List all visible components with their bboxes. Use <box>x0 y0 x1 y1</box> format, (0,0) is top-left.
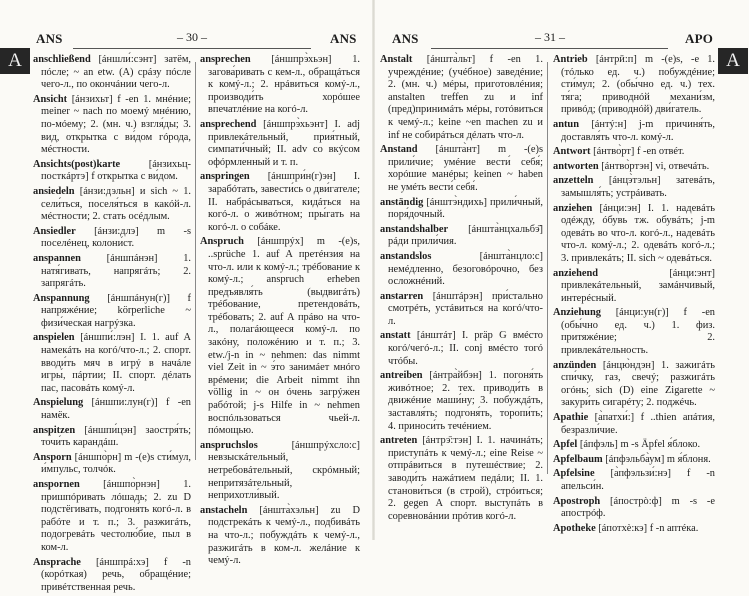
definition: затём, пóсле; ~ an etw. (A) срáзу пóсле чего-л., по окончáнии чего-л. <box>41 54 191 91</box>
page-number: – 30 – <box>177 30 207 44</box>
headword: ansiedeln <box>33 185 75 197</box>
transcription: [áншпи́:лэн] <box>80 332 135 344</box>
page-number: – 31 – <box>535 30 565 44</box>
dictionary-entry <box>380 224 543 249</box>
transcription: [áнтво̀рт] <box>593 146 635 158</box>
dictionary-entry <box>33 94 191 157</box>
transcription: [а̀патхи́:] <box>594 412 635 424</box>
definition: f -en намёк. <box>41 397 191 422</box>
dictionary-entry <box>33 425 191 450</box>
dictionary-entry <box>380 144 543 194</box>
dictionary-entry <box>380 370 543 433</box>
header-rule <box>73 48 311 49</box>
headword: Antwort <box>553 146 591 158</box>
headword: anstarren <box>380 290 424 302</box>
headword: Ansiedler <box>33 225 76 237</box>
dictionary-entry <box>200 505 360 568</box>
dictionary-entry <box>553 439 715 452</box>
transcription: [áншта̀нт] <box>435 144 480 156</box>
headword: Antrieb <box>553 54 588 65</box>
headword: Apfelsine <box>553 468 595 480</box>
headword: antun <box>553 118 579 130</box>
transcription: [áншпрэ̀хьэнт] <box>263 118 328 130</box>
headword: ansprechend <box>200 118 257 130</box>
transcription: [áншпо̀рнэн] <box>103 479 160 490</box>
dictionary-entry <box>380 197 543 222</box>
definition: f -en отвéт. <box>637 146 685 158</box>
dictionary-entry <box>33 186 191 224</box>
headword: Apotheke <box>553 522 596 534</box>
left-page-column-1 <box>33 54 191 596</box>
headword: anständig <box>380 196 424 208</box>
dictionary-entry <box>33 253 191 291</box>
definition: невзыскáтельный, нетребовáтельный, скрóмный; непритязáтельный, неприхотли́вый. <box>208 452 360 502</box>
dictionary-entry <box>200 54 360 117</box>
definition: 1. зажигáть спи́чку, газ, свечý; разжигáть огóнь; sich (D) eine Zigarette ~ закури́ть сигарéту; 2. поджéчь. <box>561 359 715 409</box>
definition: m -s -e апострóф. <box>561 495 715 520</box>
definition: I. adj привлекáтельный, прия́тный, симпати́чный; II. adv со вкýсом офóрмленный и т. п. <box>208 118 360 168</box>
definition: f напряжéние; körperliche ~ физи́ческая нагрýзка. <box>41 292 191 329</box>
headword: Apathie <box>553 412 589 424</box>
transcription: [áнцю̀ндэн] <box>602 359 655 371</box>
definition: прили́чный, поря́дочный. <box>388 196 543 221</box>
dictionary-entry <box>200 171 360 234</box>
definition: I. präp G вмéсто когó/чегó-л.; II. conj вмéсто тогó чтóбы. <box>388 330 543 367</box>
transcription: [áнтра̀йбэн] <box>429 370 482 382</box>
transcription: [áпострò:ф] <box>610 495 662 507</box>
headword: anstacheln <box>200 504 248 516</box>
dictionary-entry <box>33 226 191 251</box>
definition: I. зарабóтать, завести́сь о дви́гателе; II. набрáсываться, кидáться на когó-л. о живóтном; пры́гать на когó-л. о собáке. <box>208 171 360 233</box>
definition: I. 1. auf A намекáть на когó/что-л.; 2. спорт. вводи́ть мяч в игрý в начáле игры́, пáртии; II. спорт. дéлать пас, пасовáть комý-л. <box>41 332 191 394</box>
right-page-column-1 <box>380 54 543 525</box>
transcription: [áншпáнун(г)] <box>107 292 170 304</box>
headword: ansprechen <box>200 54 251 65</box>
transcription: [áншпрýх] <box>257 236 304 248</box>
definition: привлекáтельный, замáнчивый, интерéсный. <box>561 280 715 304</box>
definition: 1. натя́гивать, напрягáть; 2. запрягáть. <box>41 252 191 290</box>
definition: f -n аптéка. <box>649 522 699 534</box>
headword: anspitzen <box>33 424 76 436</box>
transcription: [áнзи:длэ] <box>94 225 139 237</box>
dictionary-entry <box>33 332 191 395</box>
running-head-left: ANS <box>36 31 63 46</box>
headword: Anstalt <box>380 54 413 65</box>
headword: anziehen <box>553 202 593 214</box>
definition: рáди прили́чия. <box>388 236 457 248</box>
transcription: [áнштáт] <box>416 330 456 342</box>
definition: I. 1. начинáть; приступáть к чемý-л.; eine Reise ~ отпрáвиться в путешéствие; 2. заводи́ть нажáтием педáли; II. 1. станови́ться (в строй), стрóиться; 2. gegen A спорт. выступáть в соревновáнии прóтив когó-л. <box>388 435 543 522</box>
transcription: [áнтрэ̄:тэн] <box>422 435 472 447</box>
transcription: [áншта̀нцло:с] <box>479 250 543 262</box>
headword: Ansporn <box>33 451 72 463</box>
definition: vi, отвечáть. <box>655 160 710 172</box>
transcription: [áншта̀нцхальбэ̄] <box>468 223 543 235</box>
dictionary-entry <box>33 54 191 92</box>
thumb-tab-letter: A <box>718 48 748 74</box>
dictionary-entry <box>33 397 191 422</box>
definition: m я́блоня. <box>666 453 711 465</box>
transcription: [áнзихьц-посткáртэ] <box>41 158 191 183</box>
dictionary-entry <box>33 452 191 477</box>
dictionary-entry <box>200 440 360 503</box>
dictionary-entry <box>380 251 543 289</box>
definition: j-m причиня́ть, доставля́ть что-л. комý-л. <box>561 118 715 143</box>
transcription: [áншпрýхсло:с] <box>291 439 360 451</box>
headword: antworten <box>553 160 599 172</box>
definition: f открытка с ви́дом. <box>91 171 178 183</box>
definition: при́стально смотрéть, устáвиться на когó/что-л. <box>388 290 543 327</box>
headword: antreten <box>380 435 418 447</box>
headword: anspringen <box>200 171 250 183</box>
dictionary-entry <box>553 523 715 536</box>
dictionary-entry <box>380 54 543 142</box>
definition: 1. пришпóривать лóшадь; 2. zu D подстёгивать, подгоня́ть когó-л. в рабóте и т. п.; 3. разжигáть, подогревáть честолю́бие, пыл в ком-л. <box>41 479 191 553</box>
dictionary-entry <box>553 161 715 174</box>
dictionary-entry <box>380 330 543 368</box>
headword: anziehend <box>553 267 599 279</box>
left-page <box>0 0 374 593</box>
running-head-left: ANS <box>392 31 419 46</box>
dictionary-entry <box>553 175 715 200</box>
dictionary-entry <box>553 496 715 521</box>
transcription: [áншпо̀рн] <box>74 451 122 463</box>
headword: anstandslos <box>380 250 432 262</box>
transcription: [áнцэ̀тэльн] <box>608 175 661 187</box>
dictionary-entry <box>553 268 715 306</box>
headword: anstatt <box>380 330 411 342</box>
dictionary-entry <box>33 557 191 595</box>
headword: Apfel <box>553 439 578 451</box>
header-rule <box>431 48 668 49</box>
headword: anspornen <box>33 479 80 490</box>
headword: Ansicht <box>33 93 68 105</box>
dictionary-entry <box>380 291 543 329</box>
transcription: [áнзи:дэльн] <box>79 185 135 197</box>
definition: и sich ~ 1. сели́ться, поселя́ться в какóй-л. мéстности; 2. стать осéдлым. <box>41 185 191 223</box>
transcription: [áнтво̀ртэн] <box>601 160 653 172</box>
definition: f -n апельси́н. <box>561 468 715 492</box>
definition: 1. погоня́ть живóтное; 2. тех. приводи́ть в движéние маши́ну; 3. побуждáть, заставля́ть; подгоня́ть, торопи́ть; 4. приноси́ть течéнием. <box>388 370 543 432</box>
definition: f -en (обы́чно ед. ч.) 1. физ. притяжéние; 2. привлекáтельность. <box>561 307 715 357</box>
transcription: [áпфэль] <box>579 439 618 451</box>
right-page-column-2 <box>553 54 715 537</box>
column-divider <box>547 62 548 474</box>
thumb-tab-letter: A <box>0 48 30 74</box>
transcription: [áншта̀хэльн] <box>259 504 319 516</box>
transcription: [áнтý:н] <box>591 118 627 130</box>
transcription: [áншли́:сэнт] <box>98 54 157 65</box>
column-divider <box>195 62 196 460</box>
transcription: [áпотхè:кэ] <box>598 522 648 534</box>
transcription: [áпфэльба̀ум] <box>605 453 665 465</box>
running-head-right: APO <box>685 31 714 46</box>
transcription: [áнци:эн] <box>599 202 641 214</box>
definition: заостря́ть; точи́ть карандáш. <box>41 424 191 449</box>
dictionary-entry <box>200 236 360 438</box>
definition: f -en 1. мнéние; meiner ~ nach по моемý мнéнию, по-мóему; 2. (мн. ч.) взгля́ды; 3. вид, открытка с ви́дом гóрода, мéстности. <box>41 93 191 156</box>
headword: anspannen <box>33 252 81 264</box>
running-head-right: ANS <box>330 31 357 46</box>
transcription: [áншпрэ̀хьэн] <box>271 54 332 65</box>
dictionary-entry <box>33 479 191 555</box>
transcription: [áнштáрэн] <box>432 290 483 302</box>
definition: m -(e)s, ..sprüche 1. auf A претéнзия на что-л. или к комý-л.; трéбование к комý-л.; anspruch erheben предъявля́ть (выдвигáть) трéбование, претендовáть, трéбовать; 2. auf A прáво на что-л., полагáющееся комý-л. по закóну, положéнию и т. п.; 3. etw./j-n in ~ nehmen: das nimmt viel Zeit in ~ э́то занимáет мнóго врéмени; die Arbeit nimmt ihn völlig in ~ он óчень загрýжен рабóтой; j-s Hilfe in ~ nehmen воспóльзоваться чьей-л. пóмощью. <box>208 236 360 437</box>
dictionary-entry <box>553 203 715 266</box>
right-page <box>375 0 749 540</box>
headword: Anspannung <box>33 292 90 304</box>
transcription: [áншпри́н(г)эн] <box>267 171 336 183</box>
dictionary-entry <box>553 54 715 117</box>
dictionary-entry <box>553 119 715 144</box>
dictionary-entry <box>33 293 191 331</box>
dictionary-entry <box>553 468 715 493</box>
headword: Anziehung <box>553 307 601 319</box>
definition: zu D подстрекáть к чемý-л., подбивáть на что-л.; побуждáть к чемý-л., разжигáть в ком-л. желáние к чемý-л. <box>208 504 360 567</box>
headword: anzetteln <box>553 175 594 187</box>
transcription: [áншта̀льт] <box>426 54 476 65</box>
headword: anzünden <box>553 359 597 371</box>
transcription: [áншпи́цэн] <box>84 424 137 436</box>
dictionary-entry <box>553 412 715 437</box>
headword: Anstand <box>380 144 418 156</box>
headword: Anspruch <box>200 236 244 248</box>
definition: затевáть, замышля́ть; устрáивать. <box>561 175 715 199</box>
transcription: [áнци:ун(г)] <box>615 307 669 319</box>
dictionary-entry <box>553 307 715 357</box>
left-page-column-2 <box>200 54 360 570</box>
definition: f -n (корóткая) речь, обращéние; привéтственная речь. <box>41 556 191 593</box>
headword: Apostroph <box>553 495 601 507</box>
headword: antreiben <box>380 370 423 382</box>
headword: anspruchslos <box>200 439 258 451</box>
transcription: [áншпи:лун(г)] <box>91 397 158 409</box>
headword: Ansichts(post)karte <box>33 158 121 170</box>
headword: Apfelbaum <box>553 453 603 465</box>
transcription: [а̀пфэльзи́:нэ] <box>610 468 671 480</box>
definition: I. 1. надевáть одéжду, óбувь тж. обувáть; j-m одевáть во что-л. когó-л., надевáть что-л. комý-л.; 2. одевáть когó-л.; 3. привлекáть; II. sich ~ одевáться. <box>561 202 715 264</box>
dictionary-entry <box>553 454 715 467</box>
definition: m -(e)s сти́мул, и́мпульс, толчóк. <box>41 451 191 476</box>
transcription: [áнзихьт] <box>71 93 113 105</box>
definition: 1. загова́ривать с кем-л., обращáться к комý-л.; 2. нрáвиться комý-л., производи́ть хорóшее впечатлéние на когó-л. <box>208 54 360 116</box>
dictionary-entry <box>33 159 191 184</box>
headword: anspielen <box>33 332 75 344</box>
dictionary-entry <box>553 360 715 410</box>
transcription: [áншпрá:хэ] <box>95 556 149 568</box>
definition: m -(e)s, -e 1. (тóлько ед. ч.) побуждéние; сти́мул; 2. (обы́чно ед. ч.) тех. тя́га; приводнóй механи́зм, привóд; (приводнóй) дви́гатель. <box>561 54 716 116</box>
definition: f ..thien апáтия, безразли́чие. <box>561 412 715 436</box>
headword: Ansprache <box>33 556 81 568</box>
definition: m -(e)s прили́чие; умéние вести́ себя́; хорóшие манéры; keinen ~ haben не умéть вести́ себя́. <box>388 144 543 193</box>
transcription: [áнтрӣ:п] <box>595 54 637 65</box>
dictionary-entry <box>380 435 543 523</box>
headword: Anspielung <box>33 397 84 409</box>
dictionary-entry <box>553 146 715 159</box>
transcription: [áншпáнэн] <box>106 252 158 264</box>
transcription: [áнштэ̀ндихь] <box>426 196 488 208</box>
definition: f -en 1. учреждéние; (учéбное) заведéние; 2. (мн. ч.) мéры, приготовлéния; anstalten treffen zu и inf (пред)принимáть мéры, готóвиться к чемý-л.; keine ~en machen zu и inf не собирáться дéлать что-л. <box>388 54 543 141</box>
headword: anschließend <box>33 54 91 65</box>
transcription: [áнци:энт] <box>669 267 715 279</box>
definition: немéдленно, безоговóрочно, без осложнéний. <box>388 263 543 288</box>
definition: m -s Äpfel я́блоко. <box>620 439 701 451</box>
definition: m -s поселéнец, колони́ст. <box>41 225 191 250</box>
dictionary-entry <box>200 119 360 169</box>
headword: anstandshalber <box>380 223 449 235</box>
